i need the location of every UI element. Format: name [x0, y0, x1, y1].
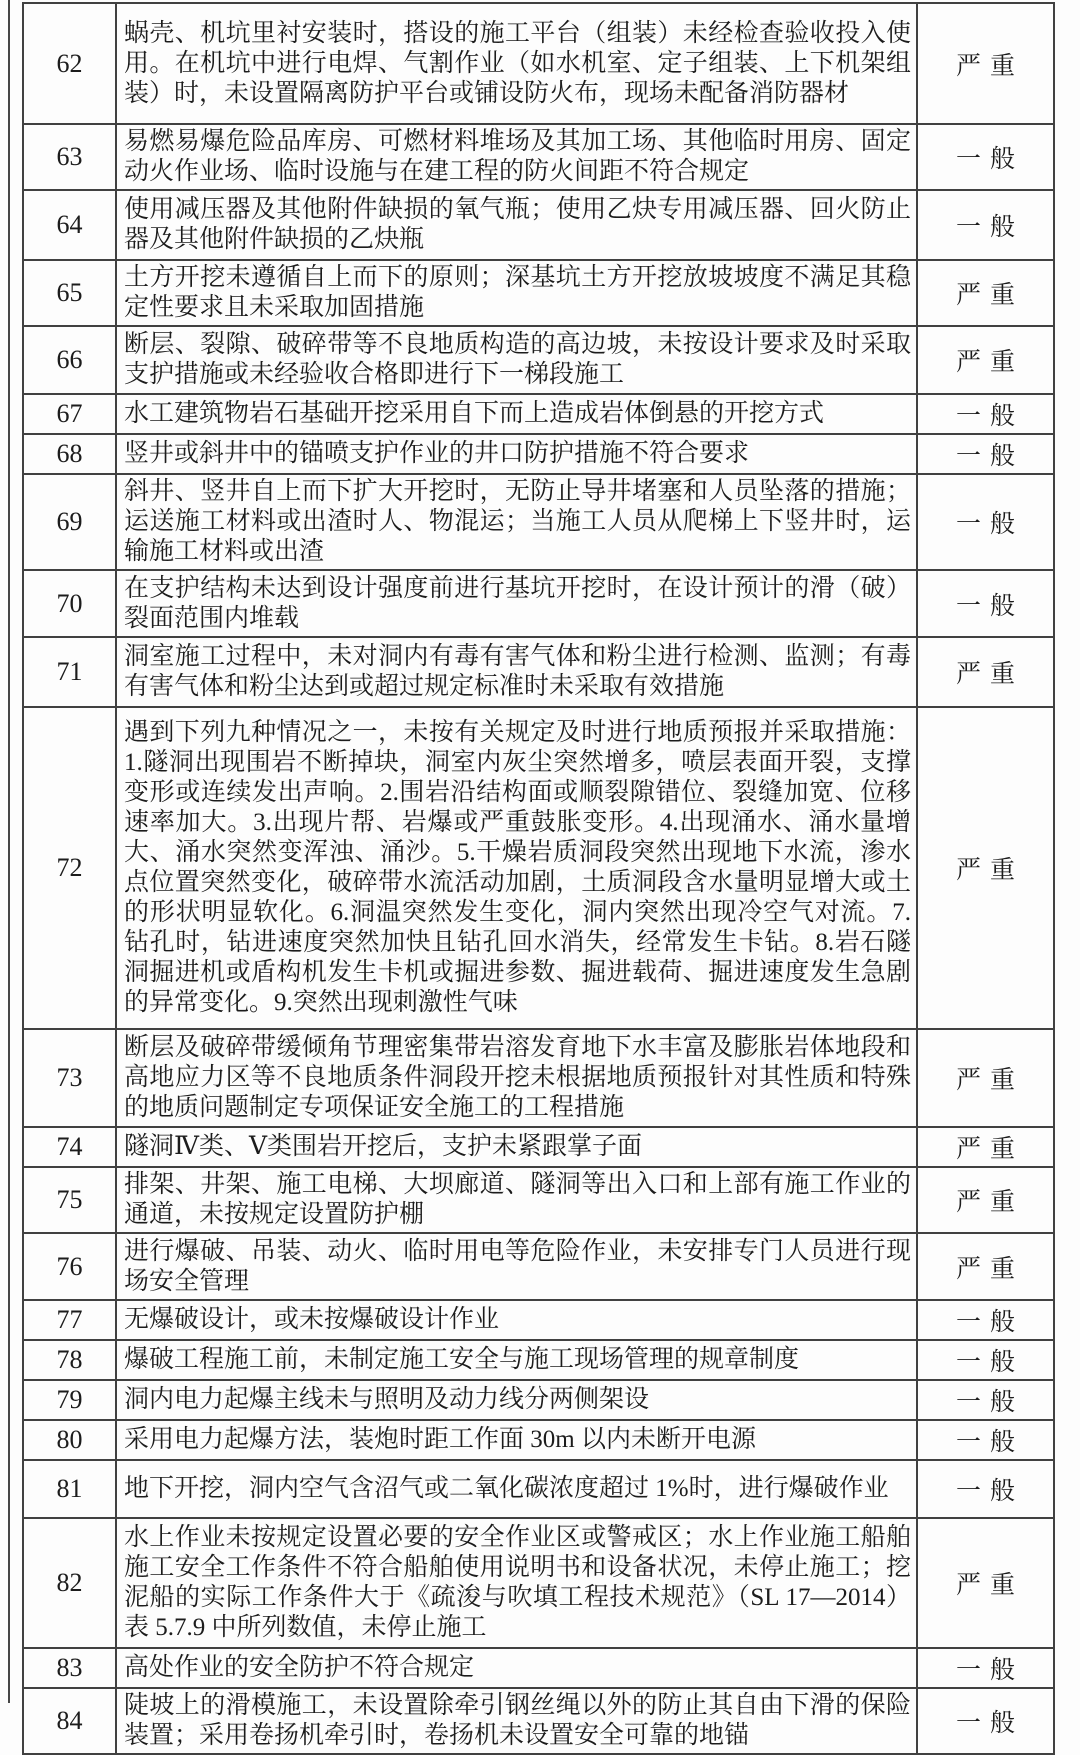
table-row: [23, 1340, 1054, 1380]
row-number: 74: [23, 1127, 116, 1167]
table-row: [23, 3, 1054, 124]
hazard-description: 爆破工程施工前，未制定施工安全与施工现场管理的规章制度: [116, 1340, 917, 1380]
severity-badge: 一般: [917, 394, 1054, 434]
severity-badge: 一般: [917, 434, 1054, 474]
hazard-description: 断层、裂隙、破碎带等不良地质构造的高边坡，未按设计要求及时采取支护措施或未经验收合格即进行下一梯段施工: [116, 326, 917, 394]
severity-badge: 一般: [917, 1460, 1054, 1518]
severity-badge: 严重: [917, 1167, 1054, 1233]
severity-badge: 一般: [917, 190, 1054, 260]
table-row: [23, 1688, 1054, 1754]
hazard-description: 水工建筑物岩石基础开挖采用自下而上造成岩体倒悬的开挖方式: [116, 394, 917, 434]
table-row: [23, 1460, 1054, 1518]
severity-badge: 一般: [917, 570, 1054, 637]
severity-badge: 一般: [917, 474, 1054, 570]
table-row: [23, 1380, 1054, 1420]
row-number: 84: [23, 1688, 116, 1754]
hazard-description: 蜗壳、机坑里衬安装时，搭设的施工平台（组装）未经检查验收投入使用。在机坑中进行电焊、气割作业（如水机室、定子组装、上下机架组装）时，未设置隔离防护平台或铺设防火布，现场未配备消防器材: [116, 3, 917, 124]
row-number: 83: [23, 1648, 116, 1688]
table-row: [23, 1233, 1054, 1300]
severity-badge: 严重: [917, 1233, 1054, 1300]
row-number: 82: [23, 1518, 116, 1648]
severity-badge: 一般: [917, 1648, 1054, 1688]
severity-badge: 严重: [917, 3, 1054, 124]
row-number: 73: [23, 1029, 116, 1127]
outer-left-border: [8, 0, 10, 1703]
severity-badge: 一般: [917, 1340, 1054, 1380]
table-row: [23, 707, 1054, 1029]
table-row: [23, 394, 1054, 434]
table-row: [23, 190, 1054, 260]
severity-badge: 一般: [917, 1300, 1054, 1340]
hazard-description: 竖井或斜井中的锚喷支护作业的井口防护措施不符合要求: [116, 434, 917, 474]
severity-badge: 一般: [917, 124, 1054, 190]
hazard-description: 洞室施工过程中，未对洞内有毒有害气体和粉尘进行检测、监测；有毒有害气体和粉尘达到或超过规定标准时未采取有效措施: [116, 637, 917, 707]
hazard-table-body: [23, 3, 1054, 1754]
hazard-description: 遇到下列九种情况之一，未按有关规定及时进行地质预报并采取措施：1.隧洞出现围岩不断掉块，洞室内灰尘突然增多，喷层表面开裂，支撑变形或连续发出声响。2.围岩沿结构面或顺裂隙错位、裂缝加宽、位移速率加大。3.出现片帮、岩爆或严重鼓胀变形。4.出现涌水、涌水量增大、涌水突然变浑浊、涌沙。5.干燥岩质洞段突然出现地下水流，渗水点位置突然变化，破碎带水流活动加剧，土质洞段含水量明显增大或土的形状明显软化。6.洞温突然发生变化，洞内突然出现冷空气对流。7.钻孔时，钻进速度突然加快且钻孔回水消失，经常发生卡钻。8.岩石隧洞掘进机或盾构机发生卡机或掘进参数、掘进载荷、掘进速度发生急剧的异常变化。9.突然出现刺激性气味: [116, 707, 917, 1029]
table-row: [23, 124, 1054, 190]
severity-badge: 严重: [917, 1029, 1054, 1127]
table-row: [23, 326, 1054, 394]
hazard-description: 斜井、竖井自上而下扩大开挖时，无防止导井堵塞和人员坠落的措施；运送施工材料或出渣时人、物混运；当施工人员从爬梯上下竖井时，运输施工材料或出渣: [116, 474, 917, 570]
row-number: 78: [23, 1340, 116, 1380]
table-row: [23, 434, 1054, 474]
severity-badge: 严重: [917, 1127, 1054, 1167]
severity-badge: 一般: [917, 1380, 1054, 1420]
row-number: 75: [23, 1167, 116, 1233]
row-number: 80: [23, 1420, 116, 1460]
row-number: 66: [23, 326, 116, 394]
table-row: [23, 1420, 1054, 1460]
row-number: 72: [23, 707, 116, 1029]
hazard-description: 水上作业未按规定设置必要的安全作业区或警戒区；水上作业施工船舶施工安全工作条件不符合船舶使用说明书和设备状况，未停止施工；挖泥船的实际工作条件大于《疏浚与吹填工程技术规范》（SL 17—2014）表 5.7.9 中所列数值，未停止施工: [116, 1518, 917, 1648]
table-row: [23, 570, 1054, 637]
severity-badge: 严重: [917, 1518, 1054, 1648]
hazard-description: 土方开挖未遵循自上而下的原则；深基坑土方开挖放坡坡度不满足其稳定性要求且未采取加固措施: [116, 260, 917, 326]
table-row: [23, 1648, 1054, 1688]
row-number: 62: [23, 3, 116, 124]
table-row: [23, 1029, 1054, 1127]
row-number: 67: [23, 394, 116, 434]
hazard-description: 进行爆破、吊装、动火、临时用电等危险作业，未安排专门人员进行现场安全管理: [116, 1233, 917, 1300]
severity-badge: 严重: [917, 326, 1054, 394]
table-row: [23, 474, 1054, 570]
row-number: 79: [23, 1380, 116, 1420]
severity-badge: 严重: [917, 707, 1054, 1029]
hazard-description: 断层及破碎带缓倾角节理密集带岩溶发育地下水丰富及膨胀岩体地段和高地应力区等不良地质条件洞段开挖未根据地质预报针对其性质和特殊的地质问题制定专项保证安全施工的工程措施: [116, 1029, 917, 1127]
table-row: [23, 1300, 1054, 1340]
row-number: 64: [23, 190, 116, 260]
table-row: [23, 1167, 1054, 1233]
hazard-description: 在支护结构未达到设计强度前进行基坑开挖时，在设计预计的滑（破）裂面范围内堆载: [116, 570, 917, 637]
row-number: 65: [23, 260, 116, 326]
row-number: 68: [23, 434, 116, 474]
row-number: 76: [23, 1233, 116, 1300]
hazard-description: 高处作业的安全防护不符合规定: [116, 1648, 917, 1688]
hazard-description: 采用电力起爆方法，装炮时距工作面 30m 以内未断开电源: [116, 1420, 917, 1460]
hazard-description: 易燃易爆危险品库房、可燃材料堆场及其加工场、其他临时用房、固定动火作业场、临时设施与在建工程的防火间距不符合规定: [116, 124, 917, 190]
severity-badge: 严重: [917, 260, 1054, 326]
hazard-description: 排架、井架、施工电梯、大坝廊道、隧洞等出入口和上部有施工作业的通道，未按规定设置防护棚: [116, 1167, 917, 1233]
row-number: 81: [23, 1460, 116, 1518]
severity-badge: 严重: [917, 637, 1054, 707]
hazard-description: 隧洞Ⅳ类、Ⅴ类围岩开挖后，支护未紧跟掌子面: [116, 1127, 917, 1167]
hazard-description: 使用减压器及其他附件缺损的氧气瓶；使用乙炔专用减压器、回火防止器及其他附件缺损的乙炔瓶: [116, 190, 917, 260]
severity-badge: 一般: [917, 1420, 1054, 1460]
hazard-description: 洞内电力起爆主线未与照明及动力线分两侧架设: [116, 1380, 917, 1420]
hazard-description: 无爆破设计，或未按爆破设计作业: [116, 1300, 917, 1340]
hazard-description: 地下开挖，洞内空气含沼气或二氧化碳浓度超过 1%时，进行爆破作业: [116, 1460, 917, 1518]
table-row: [23, 1127, 1054, 1167]
row-number: 70: [23, 570, 116, 637]
table-row: [23, 260, 1054, 326]
table-row: [23, 637, 1054, 707]
hazard-table: [22, 2, 1055, 1755]
row-number: 69: [23, 474, 116, 570]
row-number: 71: [23, 637, 116, 707]
row-number: 77: [23, 1300, 116, 1340]
severity-badge: 一般: [917, 1688, 1054, 1754]
row-number: 63: [23, 124, 116, 190]
hazard-description: 陡坡上的滑模施工，未设置除牵引钢丝绳以外的防止其自由下滑的保险装置；采用卷扬机牵引时，卷扬机未设置安全可靠的地锚: [116, 1688, 917, 1754]
table-row: [23, 1518, 1054, 1648]
